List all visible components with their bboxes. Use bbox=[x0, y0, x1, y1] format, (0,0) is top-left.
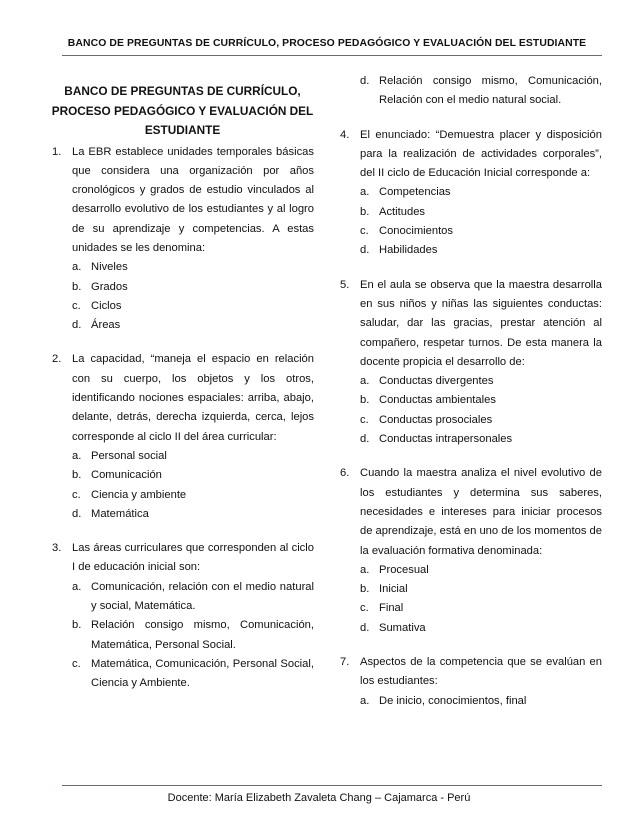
question-1 bbox=[52, 143, 314, 336]
option bbox=[72, 258, 314, 277]
option-letter: d. bbox=[72, 507, 82, 520]
option bbox=[72, 486, 314, 505]
option-letter: a. bbox=[72, 449, 82, 462]
title-line: PROCESO PEDAGÓGICO Y EVALUACIÓN DEL bbox=[51, 103, 314, 118]
option-text: Relación consigo mismo, Comunicación, Matemática, Personal Social. bbox=[91, 619, 314, 651]
question-text: La capacidad, “maneja el espacio en relación con su cuerpo, los objetos y los otros, identificando nociones espaciales: arriba, abajo, delante, detrás, derecha izquierda, cerca, lejos corresponde al ciclo II del área curricular: bbox=[72, 353, 314, 443]
option bbox=[72, 316, 314, 335]
question-5 bbox=[340, 276, 602, 450]
option-text: Ciclos bbox=[91, 299, 122, 312]
option-letter: b. bbox=[360, 583, 370, 596]
option-text: Sumativa bbox=[379, 621, 426, 634]
question-6 bbox=[340, 464, 602, 638]
question-number: 4. bbox=[340, 128, 350, 141]
footer-divider bbox=[62, 785, 602, 786]
option-letter: d. bbox=[72, 319, 82, 332]
option-text: Comunicación bbox=[91, 469, 162, 482]
option bbox=[360, 372, 602, 391]
option-text: Conductas prosociales bbox=[379, 413, 493, 426]
title-line: BANCO DE PREGUNTAS DE CURRÍCULO, bbox=[64, 84, 301, 98]
option bbox=[72, 655, 314, 694]
option-letter: d. bbox=[360, 244, 370, 257]
option-letter: c. bbox=[72, 488, 81, 501]
option-text: Matemática bbox=[91, 507, 149, 520]
option-letter: c. bbox=[360, 413, 369, 426]
option-text: Final bbox=[379, 602, 404, 615]
option-letter: a. bbox=[360, 563, 370, 576]
right-column bbox=[340, 72, 602, 726]
option-letter: b. bbox=[72, 619, 82, 632]
option-letter: c. bbox=[72, 657, 81, 670]
option-letter: d. bbox=[360, 75, 370, 87]
option-text: Competencias bbox=[379, 186, 451, 199]
option bbox=[360, 203, 602, 222]
option-text: Personal social bbox=[91, 449, 167, 462]
option-letter: b. bbox=[360, 394, 370, 407]
title-line: ESTUDIANTE bbox=[144, 123, 221, 137]
option bbox=[360, 561, 602, 580]
option bbox=[360, 619, 602, 638]
option bbox=[360, 183, 602, 202]
option-text: Conductas ambientales bbox=[379, 394, 496, 407]
option-text: Áreas bbox=[91, 319, 121, 332]
option-letter: c. bbox=[360, 225, 369, 238]
option-letter: b. bbox=[72, 469, 82, 482]
option bbox=[360, 692, 602, 711]
option-text: Inicial bbox=[379, 583, 408, 596]
option-text: Grados bbox=[91, 280, 128, 293]
option-text: De inicio, conocimientos, final bbox=[379, 694, 527, 707]
page-footer: Docente: María Elizabeth Zavaleta Chang – Cajamarca - Perú bbox=[167, 792, 471, 804]
option-text: Matemática, Comunicación, Personal Social, Ciencia y Ambiente. bbox=[91, 657, 314, 690]
option-letter: b. bbox=[360, 205, 370, 218]
option bbox=[360, 430, 602, 449]
question-text: Las áreas curriculares que corresponden al ciclo I de educación inicial son: bbox=[72, 542, 314, 574]
option bbox=[72, 616, 314, 655]
option bbox=[72, 278, 314, 297]
question-text: Cuando la maestra analiza el nivel evolutivo de los estudiantes y determina sus saberes, necesidades e intereses para iniciar procesos de aprendizaje, está en uno de los momentos de la evaluación formativa denominada: bbox=[360, 467, 602, 557]
option-letter: a. bbox=[360, 694, 370, 707]
question-2 bbox=[52, 350, 314, 524]
question-number: 2. bbox=[52, 353, 62, 366]
question-7 bbox=[340, 653, 602, 711]
option-text: Niveles bbox=[91, 261, 128, 274]
question-number: 6. bbox=[340, 467, 350, 480]
option-text: Comunicación, relación con el medio natural y social, Matemática. bbox=[91, 580, 314, 613]
question-4 bbox=[340, 126, 602, 261]
option-text: Procesual bbox=[379, 563, 429, 576]
option-letter: a. bbox=[72, 580, 82, 593]
option bbox=[72, 297, 314, 316]
option bbox=[360, 411, 602, 430]
option-text: Conductas divergentes bbox=[379, 375, 494, 388]
question-text: El enunciado: “Demuestra placer y disposición para la realización de actividades corporales”, del II ciclo de Educación Inicial corresponde a: bbox=[360, 128, 602, 180]
question-text: Aspectos de la competencia que se evalúan en los estudiantes: bbox=[360, 656, 602, 688]
option bbox=[72, 447, 314, 466]
option bbox=[72, 578, 314, 617]
question-number: 7. bbox=[340, 656, 350, 669]
option bbox=[72, 505, 314, 524]
option-text: Actitudes bbox=[379, 205, 426, 218]
option-letter: a. bbox=[360, 375, 370, 388]
question-number: 3. bbox=[52, 542, 62, 555]
question-text: La EBR establece unidades temporales básicas que considera una organización por años cronológicos y grados de estudio vinculados al desarrollo evolutivo de los estudiantes y al logro de su aprendizaje y competencias. A estas unidades se les denomina: bbox=[72, 145, 314, 254]
option-text: Conocimientos bbox=[379, 225, 453, 238]
option-letter: a. bbox=[360, 186, 370, 199]
option-letter: c. bbox=[360, 602, 369, 615]
option-text: Relación consigo mismo, Comunicación, Relación con el medio natural social. bbox=[379, 75, 602, 107]
option-letter: d. bbox=[360, 433, 370, 446]
option bbox=[360, 72, 602, 111]
option-letter: b. bbox=[72, 280, 82, 293]
question-3 bbox=[52, 539, 314, 693]
option-letter: c. bbox=[72, 299, 81, 312]
left-column bbox=[52, 82, 314, 709]
option bbox=[360, 599, 602, 618]
option-text: Ciencia y ambiente bbox=[91, 488, 187, 501]
option bbox=[360, 222, 602, 241]
option bbox=[72, 466, 314, 485]
document-title bbox=[0, 82, 365, 141]
page-header: BANCO DE PREGUNTAS DE CURRÍCULO, PROCESO PEDAGÓGICO Y EVALUACIÓN DEL ESTUDIANTE bbox=[67, 38, 587, 49]
option-letter: a. bbox=[72, 261, 82, 274]
option-text: Conductas intrapersonales bbox=[379, 433, 513, 446]
option bbox=[360, 580, 602, 599]
option-letter: d. bbox=[360, 621, 370, 634]
option bbox=[360, 391, 602, 410]
question-text: En el aula se observa que la maestra desarrolla en sus niños y niñas las siguientes conductas: saludar, dar las gracias, prestar atención al compañero, respetar turnos. De esta manera la docente propicia el desarrollo de: bbox=[360, 278, 602, 368]
question-number: 1. bbox=[52, 145, 62, 158]
question-number: 5. bbox=[340, 278, 350, 291]
option bbox=[360, 241, 602, 260]
option-text: Habilidades bbox=[379, 244, 438, 257]
header-divider bbox=[62, 55, 602, 56]
